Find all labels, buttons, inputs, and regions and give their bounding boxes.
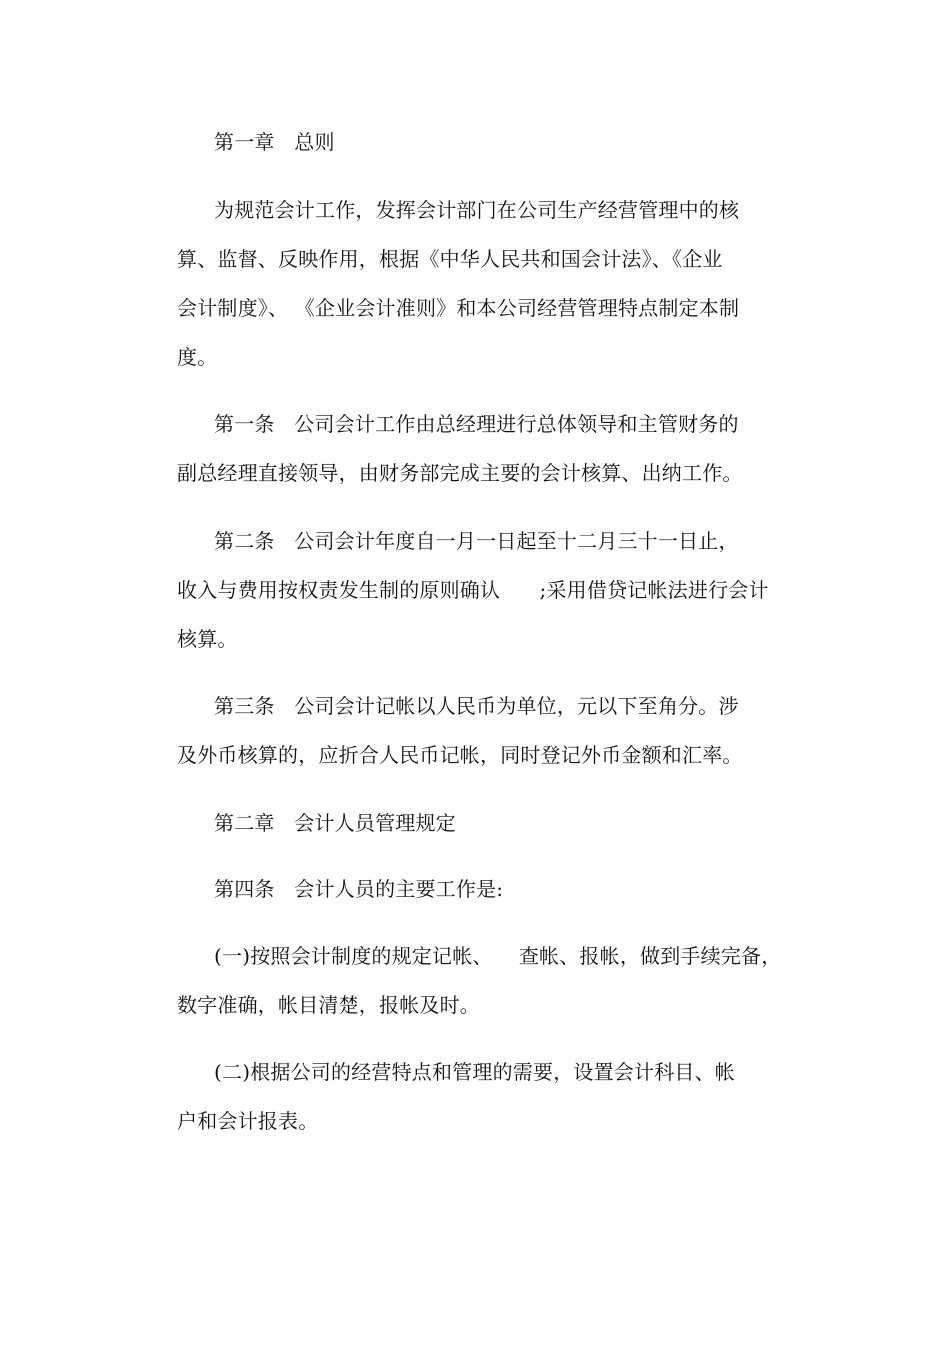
- article-3-line: 及外币核算的，应折合人民币记帐，同时登记外币金额和汇率。: [177, 743, 743, 767]
- paragraph-line: 为规范会计工作，发挥会计部门在公司生产经营管理中的核: [214, 198, 740, 222]
- paragraph-line: 算、监督、反映作用，根据《中华人民共和国会计法》、《企业: [177, 247, 723, 271]
- article-2-line: 第二条 公司会计年度自一月一日起至十二月三十一日止，: [214, 529, 739, 553]
- article-2-line: 收入与费用按权责发生制的原则确认 ;采用借贷记帐法进行会计: [177, 578, 769, 602]
- item-2-line: 户和会计报表。: [177, 1109, 319, 1133]
- chapter-2-heading: 第二章 会计人员管理规定: [214, 811, 456, 835]
- article-3-line: 第三条 公司会计记帐以人民币为单位，元以下至角分。涉: [214, 694, 739, 718]
- article-4-line: 第四条 会计人员的主要工作是:: [214, 877, 504, 901]
- paragraph-line: 会计制度》、 《企业会计准则》和本公司经营管理特点制定本制: [177, 296, 740, 320]
- chapter-1-heading: 第一章 总则: [214, 130, 335, 154]
- paragraph-line: 度。: [177, 345, 218, 369]
- article-1-line: 副总经理直接领导，由财务部完成主要的会计核算、出纳工作。: [177, 461, 743, 485]
- item-2-line: (二)根据公司的经营特点和管理的需要，设置会计科目、帐: [214, 1060, 736, 1084]
- item-1-line: 数字准确，帐目清楚，报帐及时。: [177, 993, 480, 1017]
- article-2-line: 核算。: [177, 627, 238, 651]
- article-1-line: 第一条 公司会计工作由总经理进行总体领导和主管财务的: [214, 412, 739, 436]
- item-1-line: (一)按照会计制度的规定记帐、 查帐、报帐，做到手续完备，: [214, 944, 782, 968]
